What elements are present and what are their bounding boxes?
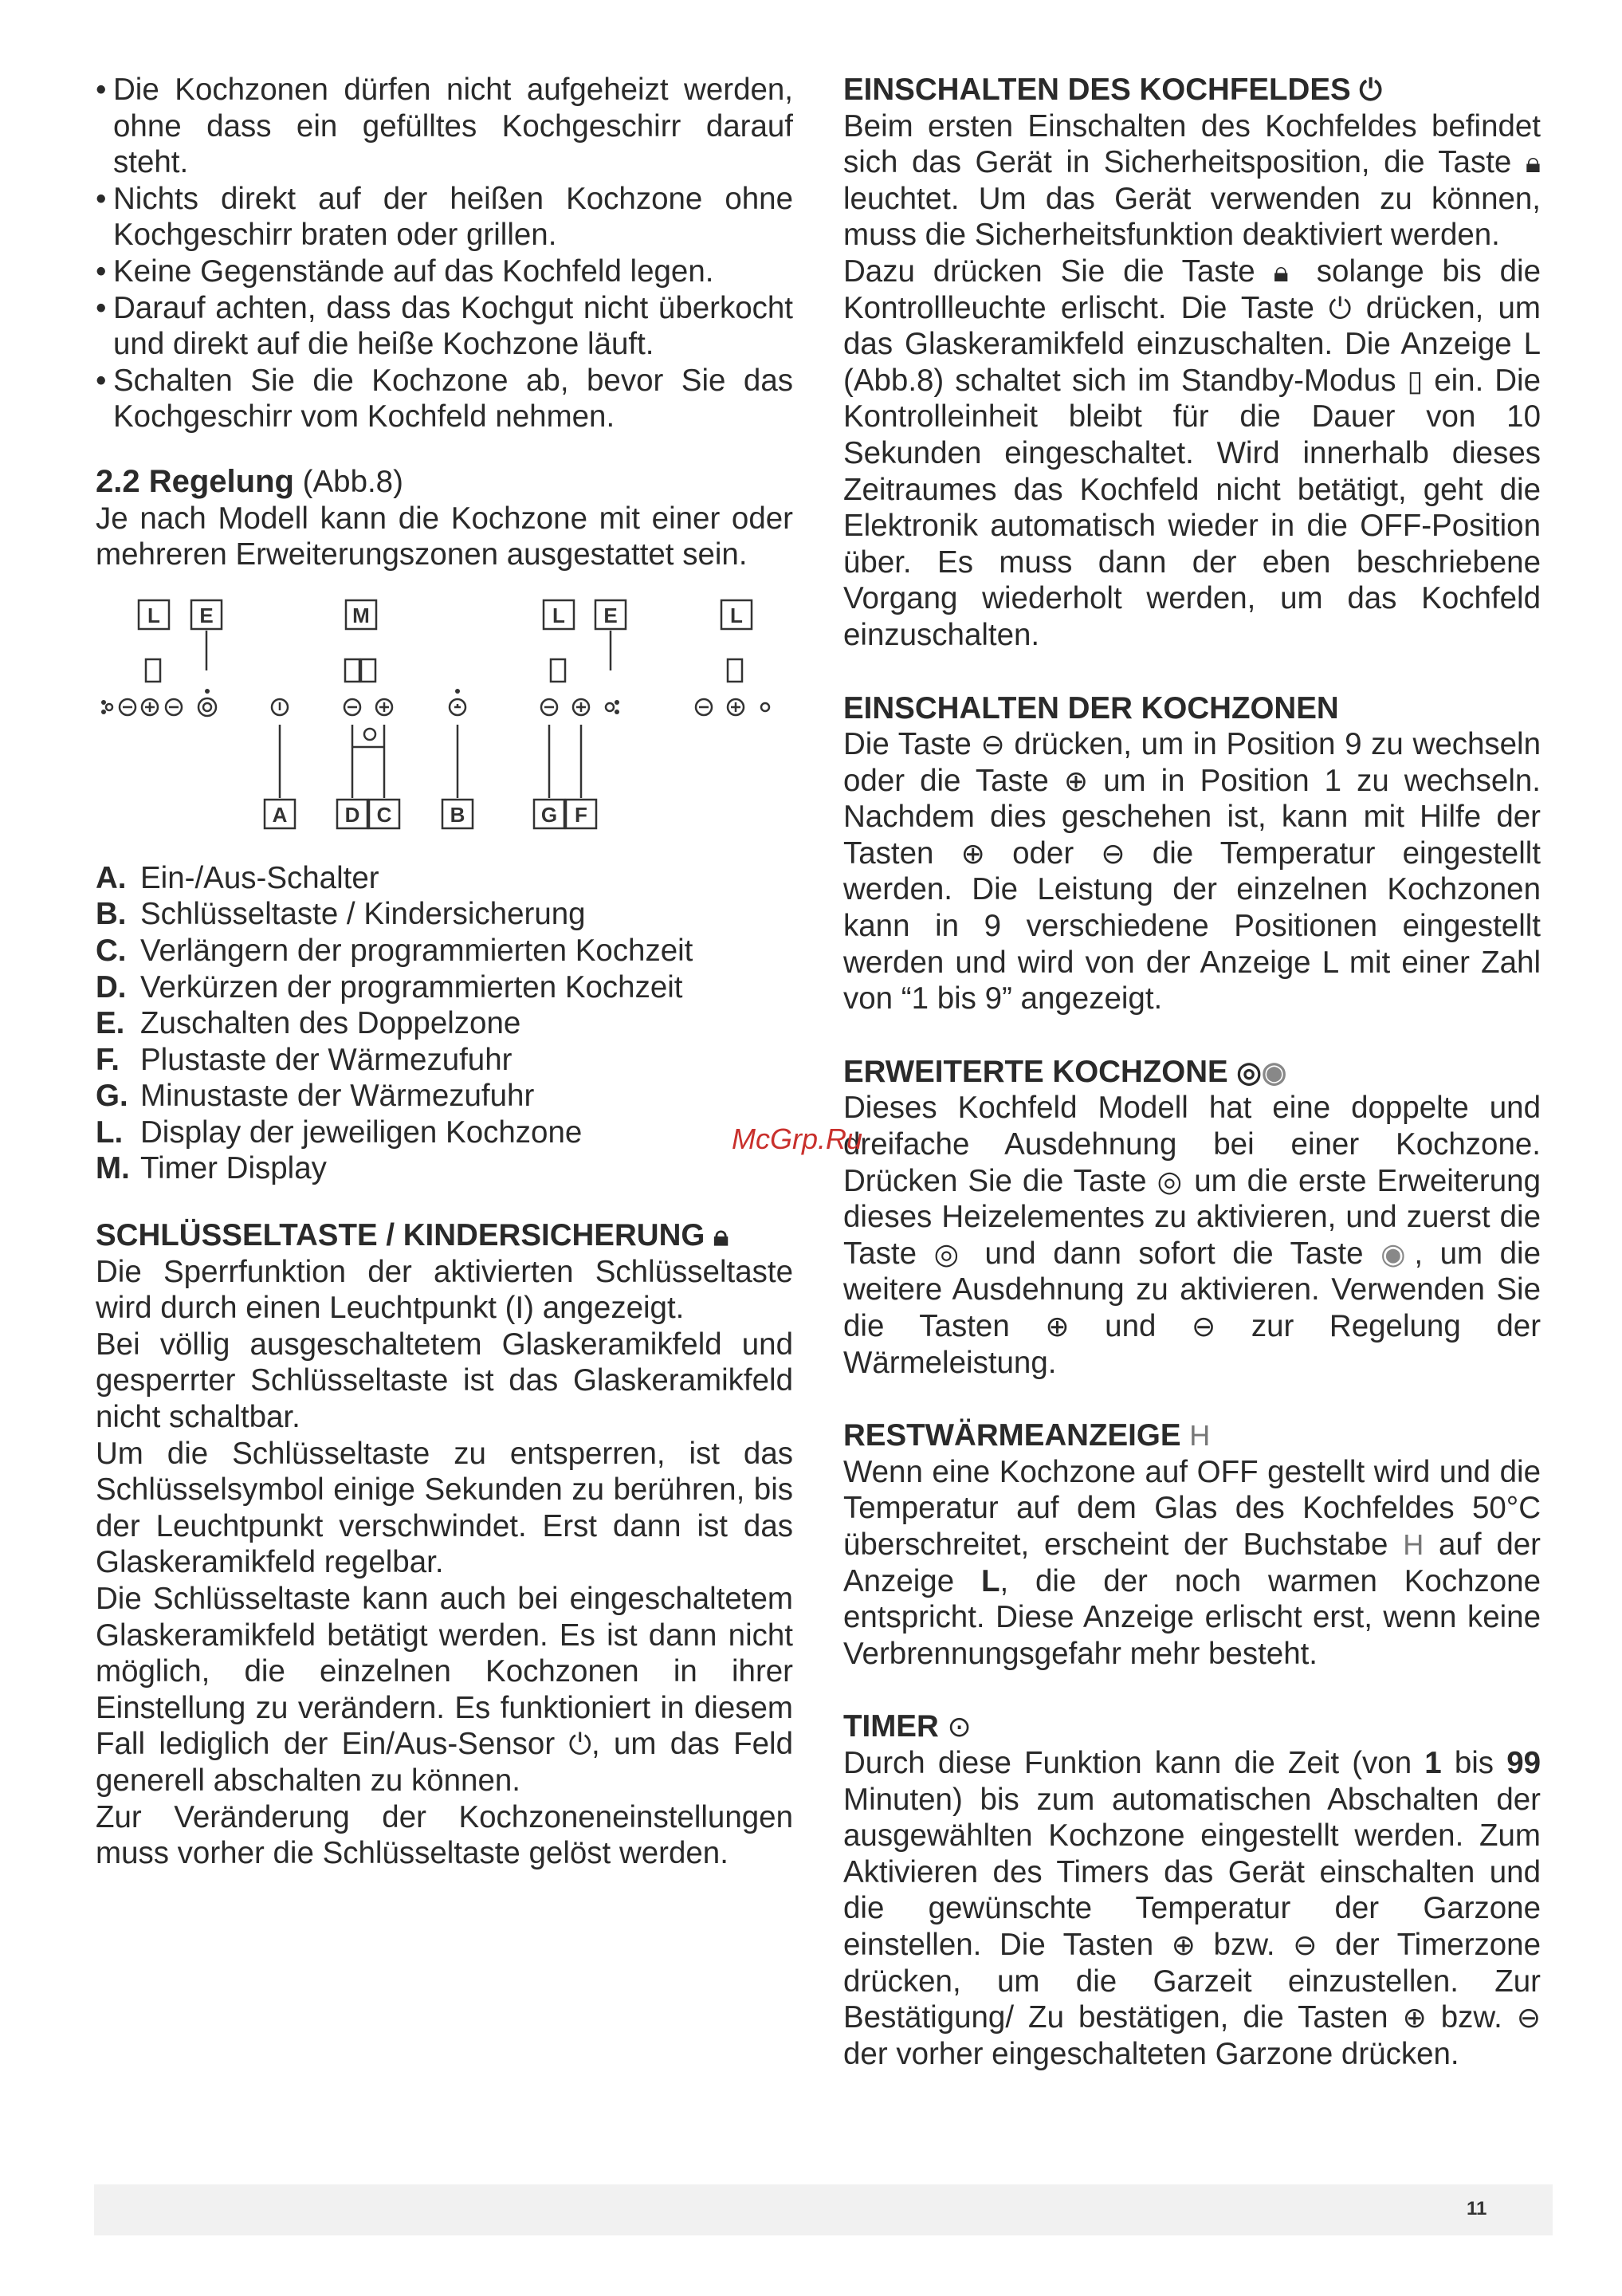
legend-item: D. Verkürzen der programmierten Kochzeit	[96, 969, 683, 1005]
zone-display-icon	[551, 659, 565, 682]
legend-item: E. Zuschalten des Doppelzone	[96, 1006, 521, 1041]
residual-heat-icon: H	[1403, 1527, 1424, 1561]
timer-text: Durch diese Funktion kann die Zeit (von 1 bis 99 Minuten) bis zum automatischen Abschalten der ausgewählten Kochzone eingestellt werden. Zum Aktivieren des Timers das Gerät einschalten und die gewünschte Temperatur der Garzone einstellen. Die Tasten ⊕ bzw. ⊖ der Timerzone drücken, um die Garzeit einzustellen. Zur Bestätigung/ Zu bestätigen, die Tasten ⊕ bzw. ⊖ der vorher eingeschalteten Garzone drücken.	[843, 1745, 1541, 2071]
diagram-label-A: A	[272, 802, 288, 827]
legend-item: B. Schlüsseltaste / Kindersicherung	[96, 897, 586, 932]
legend-item: A. Ein-/Aus-Schalter	[96, 860, 379, 895]
legend-item: M. Timer Display	[96, 1151, 327, 1186]
plus-icon: ⊕	[1171, 1928, 1196, 1961]
power-icon: ⏻	[1359, 73, 1382, 106]
legend-item: G. Minustaste der Wärmezufuhr	[96, 1079, 535, 1114]
legend-item: F. Plustaste der Wärmezufuhr	[96, 1042, 513, 1077]
erweiterte-text: Dieses Kochfeld Modell hat eine doppelte und dreifache Ausdehnung bei einer Kochzone. Drücken Sie die Taste ◎ um die erste Erweiterung dieses Heizelementes zu aktivieren, und zuerst die Taste ◎ und dann sofort die Taste ◉, um die weitere Ausdehnung zu aktivieren. Verwenden Sie die Tasten ⊕ und ⊖ zur Regelung der Wärmeleistung.	[843, 1091, 1541, 1380]
power-icon: ⏻	[568, 1728, 591, 1761]
plus-icon: ⊕	[960, 836, 985, 870]
legend-item: C. Verlängern der programmierten Kochzeit	[96, 933, 693, 968]
extended-zone-icon: ◎	[933, 1236, 968, 1270]
power-icon: ⏻	[1329, 291, 1352, 324]
diagram-label-C: C	[376, 802, 392, 827]
zone-display-icon	[728, 659, 742, 682]
minus-icon: ⊖	[980, 728, 1005, 761]
lock-section-p2: Bei völlig ausgeschaltetem Glaskeramikfeld und gesperrter Schlüsseltaste ist das Glaskeramikfeld nicht schaltbar.	[96, 1327, 793, 1435]
extended-zone-icon: ◎	[1236, 1055, 1262, 1088]
plus-icon: ⊕	[1045, 1310, 1070, 1343]
timer-icon: ⊙	[947, 1710, 972, 1744]
list-item: • Darauf achten, dass das Kochgut nicht überkocht und direkt auf die heiße Kochzone läuft.	[96, 290, 793, 362]
diagram-label-L: L	[730, 603, 743, 627]
extended-zone-icon: ◉	[1380, 1236, 1415, 1270]
erweiterte-heading: ERWEITERTE KOCHZONE ◎◉	[843, 1054, 1287, 1089]
diagram-label-B: B	[450, 802, 465, 827]
lock-section-p4: Die Schlüsseltaste kann auch bei eingeschaltetem Glaskeramikfeld betätigt werden. Es ist dann nicht möglich, die einzelnen Kochzonen in ihrer Einstellung zu verändern. Es funktioniert in diesem Fall lediglich der Ein/Aus-Sensor ⏻, um das Feld generell abschalten zu können.	[96, 1582, 793, 1798]
residual-heat-icon: H	[1189, 1419, 1211, 1453]
right-column	[843, 72, 1541, 2072]
minus-icon: ⊖	[1293, 1928, 1318, 1961]
einschalten-kochfeld-p1: Beim ersten Einschalten des Kochfeldes befindet sich das Gerät in Sicherheitsposition, die Taste 🔒︎ leuchtet. Um das Gerät verwenden zu können, muss die Sicherheitsfunktion deaktiviert werden.	[843, 108, 1541, 253]
diagram-label-E: E	[603, 603, 618, 627]
lock-section-p1: Die Sperrfunktion der aktivierten Schlüsseltaste wird durch einen Leuchtpunkt (I) angezeigt.	[96, 1254, 793, 1326]
extended-zone-icon: ◉	[1261, 1055, 1287, 1088]
lock-icon: 🔒︎	[1273, 254, 1298, 288]
list-item: • Keine Gegenstände auf das Kochfeld legen.	[96, 254, 714, 289]
diagram-label-G: G	[540, 802, 558, 827]
extended-zone-icon: ◎	[1157, 1164, 1184, 1197]
timer-display-icon	[345, 659, 359, 682]
section-2-2-heading: 2.2 Regelung (Abb.8)	[96, 463, 403, 499]
minus-icon: ⊖	[1192, 1310, 1216, 1343]
timer-heading: TIMER ⊙	[843, 1709, 972, 1744]
einschalten-kochzonen-heading: EINSCHALTEN DER KOCHZONEN	[843, 690, 1339, 725]
restwaerme-heading: RESTWÄRMEANZEIGE H	[843, 1418, 1211, 1453]
extended-zone-icon	[203, 703, 211, 711]
timer-icon	[364, 729, 375, 740]
standby-display-icon: ▯	[1407, 364, 1424, 397]
lock-icon: 🔒︎	[713, 1219, 729, 1252]
extended-zone-icon	[198, 698, 216, 716]
diagram-svg	[88, 591, 805, 854]
safety-bullet-list	[96, 72, 793, 435]
list-item: • Die Kochzonen dürfen nicht aufgeheizt werden, ohne dass ein gefülltes Kochgeschirr darauf steht.	[96, 73, 793, 180]
zone-display-icon	[146, 659, 160, 682]
section-2-2-text: Je nach Modell kann die Kochzone mit einer oder mehreren Erweiterungszonen ausgestattet sein.	[96, 501, 793, 572]
list-item: • Nichts direkt auf der heißen Kochzone ohne Kochgeschirr braten oder grillen.	[96, 181, 793, 253]
footer-band	[94, 2184, 1553, 2235]
minus-icon: ⊖	[1516, 2001, 1541, 2035]
plus-icon: ⊕	[1402, 2001, 1427, 2035]
minus-icon: ⊖	[1101, 836, 1125, 870]
lock-icon: 🔒︎	[1525, 146, 1541, 179]
legend-item: L. Display der jeweiligen Kochzone	[96, 1115, 583, 1150]
diagram-label-F: F	[575, 802, 587, 827]
control-panel-diagram	[88, 591, 805, 854]
einschalten-kochfeld-p2: Dazu drücken Sie die Taste 🔒︎ solange bis die Kontrollleuchte erlischt. Die Taste ⏻ drücken, um das Glaskeramikfeld einzuschalten. Die Anzeige L (Abb.8) schaltet sich im Standby-Modus ▯ ein. Die Kontrolleinheit bleibt für die Dauer von 10 Sekunden eingeschaltet. Wird innerhalb dieses Zeitraumes das Kochfeld nicht betätigt, geht die Elektronik automatisch wieder in die OFF-Position über. Es muss dann der eben beschriebene Vorgang wiederholt werden, um das Kochfeld einzuschalten.	[843, 254, 1541, 652]
left-column	[96, 72, 793, 1872]
lock-section-p3: Um die Schlüsseltaste zu entsperren, ist das Schlüsselsymbol einige Sekunden zu berühren, bis der Leuchtpunkt verschwindet. Erst dann ist das Glaskeramikfeld regelbar.	[96, 1436, 793, 1580]
diagram-label-L: L	[552, 603, 565, 627]
lock-section-heading: SCHLÜSSELTASTE / KINDERSICHERUNG 🔒︎	[96, 1218, 729, 1253]
restwaerme-text: Wenn eine Kochzone auf OFF gestellt wird und die Temperatur auf dem Glas des Kochfeldes 50°C überschreitet, erscheint der Buchstabe H auf der Anzeige L, die der noch warmen Kochzone entspricht. Diese Anzeige erlischt erst, wenn keine Verbrennungsgefahr mehr besteht.	[843, 1454, 1541, 1671]
plus-icon: ⊕	[1063, 764, 1089, 797]
page-number: 11	[1467, 2198, 1487, 2219]
lock-section-p5: Zur Veränderung der Kochzoneneinstellungen muss vorher die Schlüsseltaste gelöst werden.	[96, 1799, 793, 1871]
list-item: • Schalten Sie die Kochzone ab, bevor Sie das Kochgeschirr vom Kochfeld nehmen.	[96, 363, 793, 434]
watermark: McGrp.Ru	[732, 1122, 863, 1155]
diagram-legend	[96, 860, 793, 1187]
timer-display-icon	[361, 659, 375, 682]
diagram-label-E: E	[199, 603, 214, 627]
einschalten-kochfeld-heading: EINSCHALTEN DES KOCHFELDES ⏻	[843, 73, 1382, 107]
einschalten-kochzonen-text: Die Taste ⊖ drücken, um in Position 9 zu wechseln oder die Taste ⊕ um in Position 1 zu wechseln. Nachdem dies geschehen ist, kann mit Hilfe der Tasten ⊕ oder ⊖ die Temperatur eingestellt werden. Die Leistung der einzelnen Kochzonen kann in 9 verschiedene Positionen eingestellt werden und wird von der Anzeige L mit einer Zahl von “1 bis 9” angezeigt.	[843, 727, 1541, 1016]
diagram-label-L: L	[147, 603, 160, 627]
diagram-label-M: M	[352, 603, 370, 627]
diagram-label-D: D	[344, 802, 360, 827]
